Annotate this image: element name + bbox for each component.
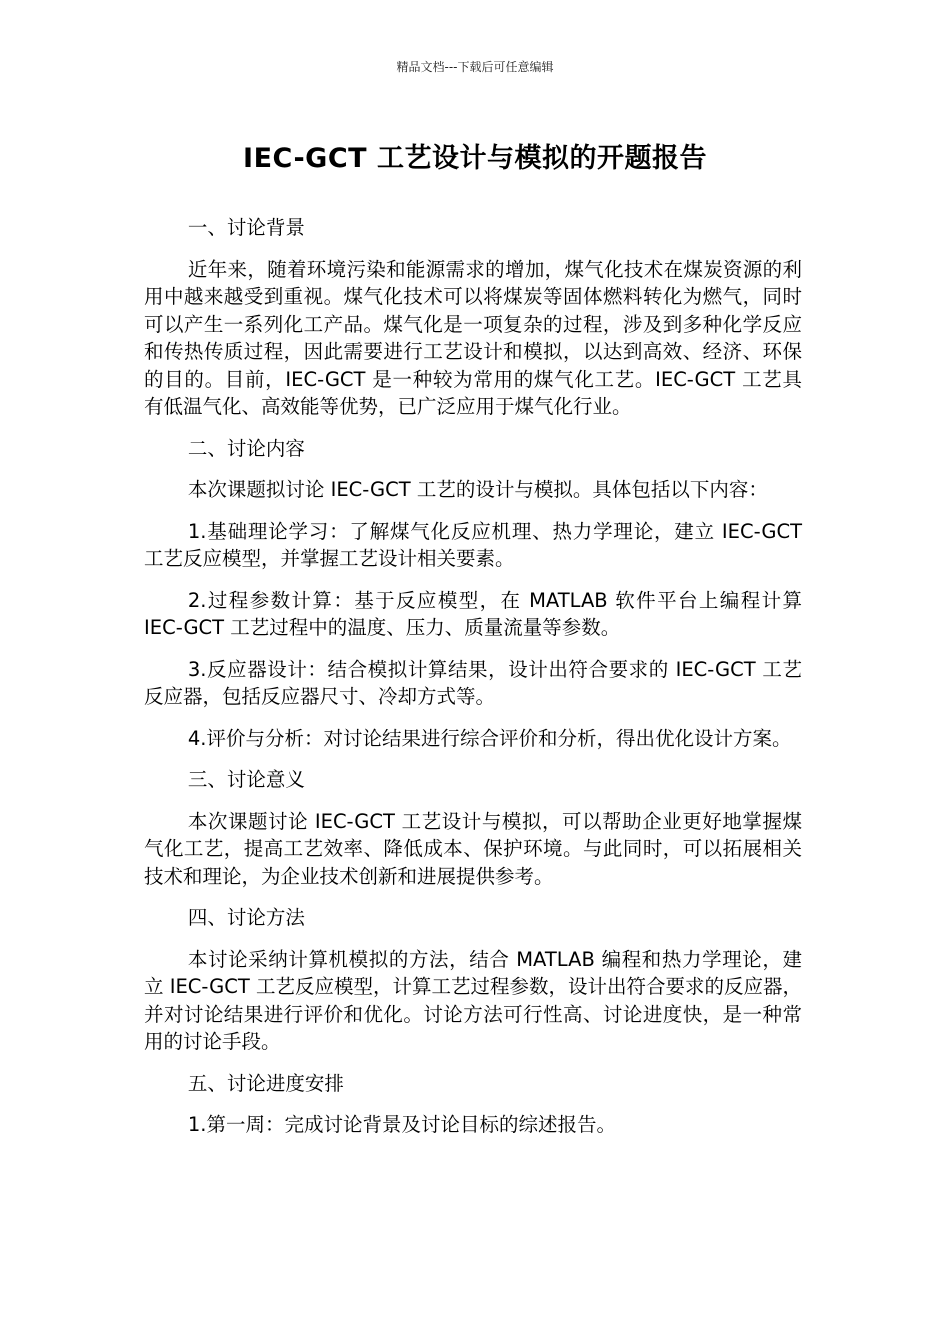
section-heading-content: 二、讨论内容 bbox=[187, 436, 305, 460]
section-heading-background: 一、讨论背景 bbox=[187, 216, 305, 239]
document-body bbox=[144, 214, 802, 1153]
list-item-theory: 1.基础理论学习：了解煤气化反应机理、热力学理论，建立 IEC-GCT 工艺反应模型，并掌握工艺设计相关要素。 bbox=[144, 519, 802, 570]
list-item-parameters: 2.过程参数计算：基于反应模型，在 MATLAB 软件平台上编程计算 IEC-GCT 工艺过程中的温度、压力、质量流量等参数。 bbox=[144, 588, 802, 639]
paragraph-background: 近年来，随着环境污染和能源需求的增加，煤气化技术在煤炭资源的利用中越来越受到重视。煤气化技术可以将煤炭等固体燃料转化为燃气，同时可以产生一系列化工产品。煤气化是一项复杂的过程，涉及到多种化学反应和传热传质过程，因此需要进行工艺设计和模拟，以达到高效、经济、环保的目的。目前，IEC-GCT 是一种较为常用的煤气化工艺。IEC-GCT 工艺具有低温气化、高效能等优势，已广泛应用于煤气化行业。 bbox=[144, 257, 802, 418]
list-item-reactor: 3.反应器设计：结合模拟计算结果，设计出符合要求的 IEC-GCT 工艺反应器，包括反应器尺寸、冷却方式等。 bbox=[144, 657, 802, 708]
paragraph-method: 本讨论采纳计算机模拟的方法，结合 MATLAB 编程和热力学理论，建立 IEC-GCT 工艺反应模型，计算工艺过程参数，设计出符合要求的反应器，并对讨论结果进行评价和优化。讨论方法可行性高、讨论进度快，是一种常用的讨论手段。 bbox=[144, 947, 802, 1053]
page-header: 精品文档---下载后可任意编辑 bbox=[396, 60, 554, 74]
paragraph-significance: 本次课题讨论 IEC-GCT 工艺设计与模拟，可以帮助企业更好地掌握煤气化工艺，提高工艺效率、降低成本、保护环境。与此同时，可以拓展相关技术和理论，为企业技术创新和进展提供参考。 bbox=[144, 809, 802, 888]
list-item-evaluation: 4.评价与分析：对讨论结果进行综合评价和分析，得出优化设计方案。 bbox=[187, 726, 792, 750]
document-title: IEC-GCT 工艺设计与模拟的开题报告 bbox=[243, 143, 707, 174]
section-heading-method: 四、讨论方法 bbox=[187, 906, 305, 929]
list-item-week-one: 1.第一周：完成讨论背景及讨论目标的综述报告。 bbox=[187, 1113, 616, 1136]
section-heading-significance: 三、讨论意义 bbox=[187, 768, 305, 791]
section-heading-schedule: 五、讨论进度安排 bbox=[187, 1071, 344, 1095]
paragraph-content-intro: 本次课题拟讨论 IEC-GCT 工艺的设计与模拟。具体包括以下内容： bbox=[187, 478, 768, 501]
